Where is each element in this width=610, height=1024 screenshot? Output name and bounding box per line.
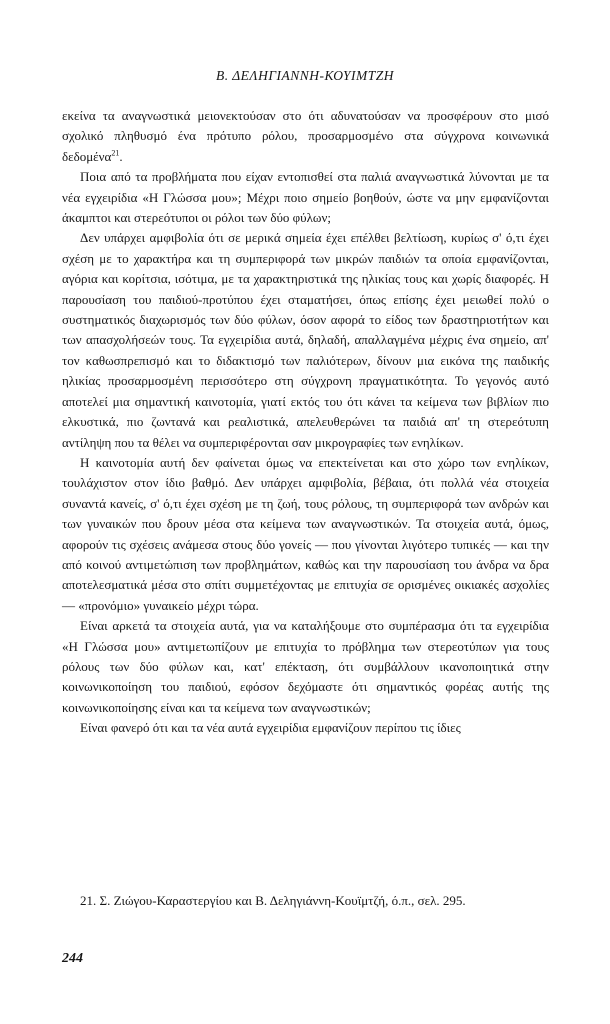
- running-head: Β. ΔΕΛΗΓΙΑΝΝΗ-ΚΟΥΙΜΤΖΗ: [216, 68, 394, 83]
- body-text: [62, 106, 549, 739]
- paragraph: [62, 106, 549, 167]
- footnote: 21. Σ. Ζιώγου-Καραστεργίου και Β. Δεληγιάννη-Κουϊμτζή, ό.π., σελ. 295.: [80, 893, 466, 908]
- paragraph-text: εκείνα τα αναγνωστικά μειονεκτούσαν στο ότι αδυνατούσαν να προσφέρουν στο μισό σχολικό πληθυσμό ένα πρότυπο ρόλου, προσαρμοσμένο στα σύγχρονα κοινωνικά δεδομένα: [62, 108, 549, 164]
- sentence-end: .: [119, 148, 123, 164]
- paragraph: Η καινοτομία αυτή δεν φαίνεται όμως να επεκτείνεται και στο χώρο των ενηλίκων, τουλάχιστον στον ίδιο βαθμό. Δεν υπάρχει αμφιβολία, βέβαια, ότι πολλά νέα στοιχεία συναντά κανείς, σ' ό,τι έχει σχέση με τη ζωή, τους ρόλους, τη συμπεριφορά των ανδρών και των γυναικών που δρουν μέσα στα κείμενα των αναγνωστικών. Τα στοιχεία αυτά, όμως, αφορούν τις σχέσεις ανάμεσα στους δύο γονείς — που γίνονται λιγότερο τυπικές — και την από κοινού αντιμετώπιση των προβλημάτων, καθώς και την παρουσίαση του άνδρα να δρα αποτελεσματικά μέσα στο σπίτι συμμετέχοντας με επιτυχία σε ορισμένες οικιακές ασχολίες — «προνόμιο» γυναικείο μέχρι τώρα.: [62, 454, 549, 613]
- page-number: 244: [62, 951, 83, 966]
- paragraph: Είναι φανερό ότι και τα νέα αυτά εγχειρίδια εμφανίζουν περίπου τις ίδιες: [80, 720, 461, 736]
- paragraph: Ποια από τα προβλήματα που είχαν εντοπισθεί στα παλιά αναγνωστικά λύνονται με τα νέα εγχειρίδια «Η Γλώσσα μου»; Μέχρι ποιο σημείο βοηθούν, ώστε να μην εμφανίζονται άκαμπτοι και στερεότυποι οι ρόλοι των δύο φύλων;: [62, 169, 549, 226]
- paragraph: Είναι αρκετά τα στοιχεία αυτά, για να καταλήξουμε στο συμπέρασμα ότι τα εγχειρίδια «Η Γλώσσα μου» αντιμετωπίζουν με επιτυχία το πρόβλημα των στερεοτύπων για τους ρόλους των δύο φύλων και, κατ' επέκταση, ότι συμβάλλουν ικανοποιητικά στην κοινωνικοποίηση του παιδιού, εφόσον δεχόμαστε ότι σημαντικός φορέας αυτής της κοινωνικοποίησης είναι και τα κείμενα των αναγνωστικών;: [62, 618, 549, 715]
- footnote-reference: 21: [111, 148, 120, 158]
- paragraph: Δεν υπάρχει αμφιβολία ότι σε μερικά σημεία έχει επέλθει βελτίωση, κυρίως σ' ό,τι έχει σχέση με το χαρακτήρα και τη συμπεριφορά των μικρών παιδιών τα οποία εμφανίζονται, αγόρια και κορίτσια, ισότιμα, με τα χαρακτηριστικά της ηλικίας τους και χωρίς διαφορές. Η παρουσίαση του παιδιού-προτύπου έχει σταματήσει, όπως επίσης έχει μειωθεί πολύ ο συστηματικός διαχωρισμός των δύο φύλων, όσον αφορά το είδος των δραστηριοτήτων και των απασχολήσεών τους. Τα εγχειρίδια αυτά, δηλαδή, απαλλαγμένα μέχρις ένα σημείο, απ' τον καθωσπρεπισμό και το διδακτισμό των παλιότερων, δίνουν μια εικόνα της παιδικής ηλικίας προσαρμοσμένη περισσότερο στη σύγχρονη πραγματικότητα. Το γεγονός αυτό αποτελεί μια σημαντική καινοτομία, γιατί εκτός του ότι κάνει τα κείμενα των βιβλίων πιο ελκυστικά, πιο ζωντανά και ρεαλιστικά, απελευθερώνει τα παιδιά απ' τη στερεότυπη αντίληψη που τα θέλει να συμπεριφέρονται σαν μικρογραφίες των ενηλίκων.: [62, 230, 549, 450]
